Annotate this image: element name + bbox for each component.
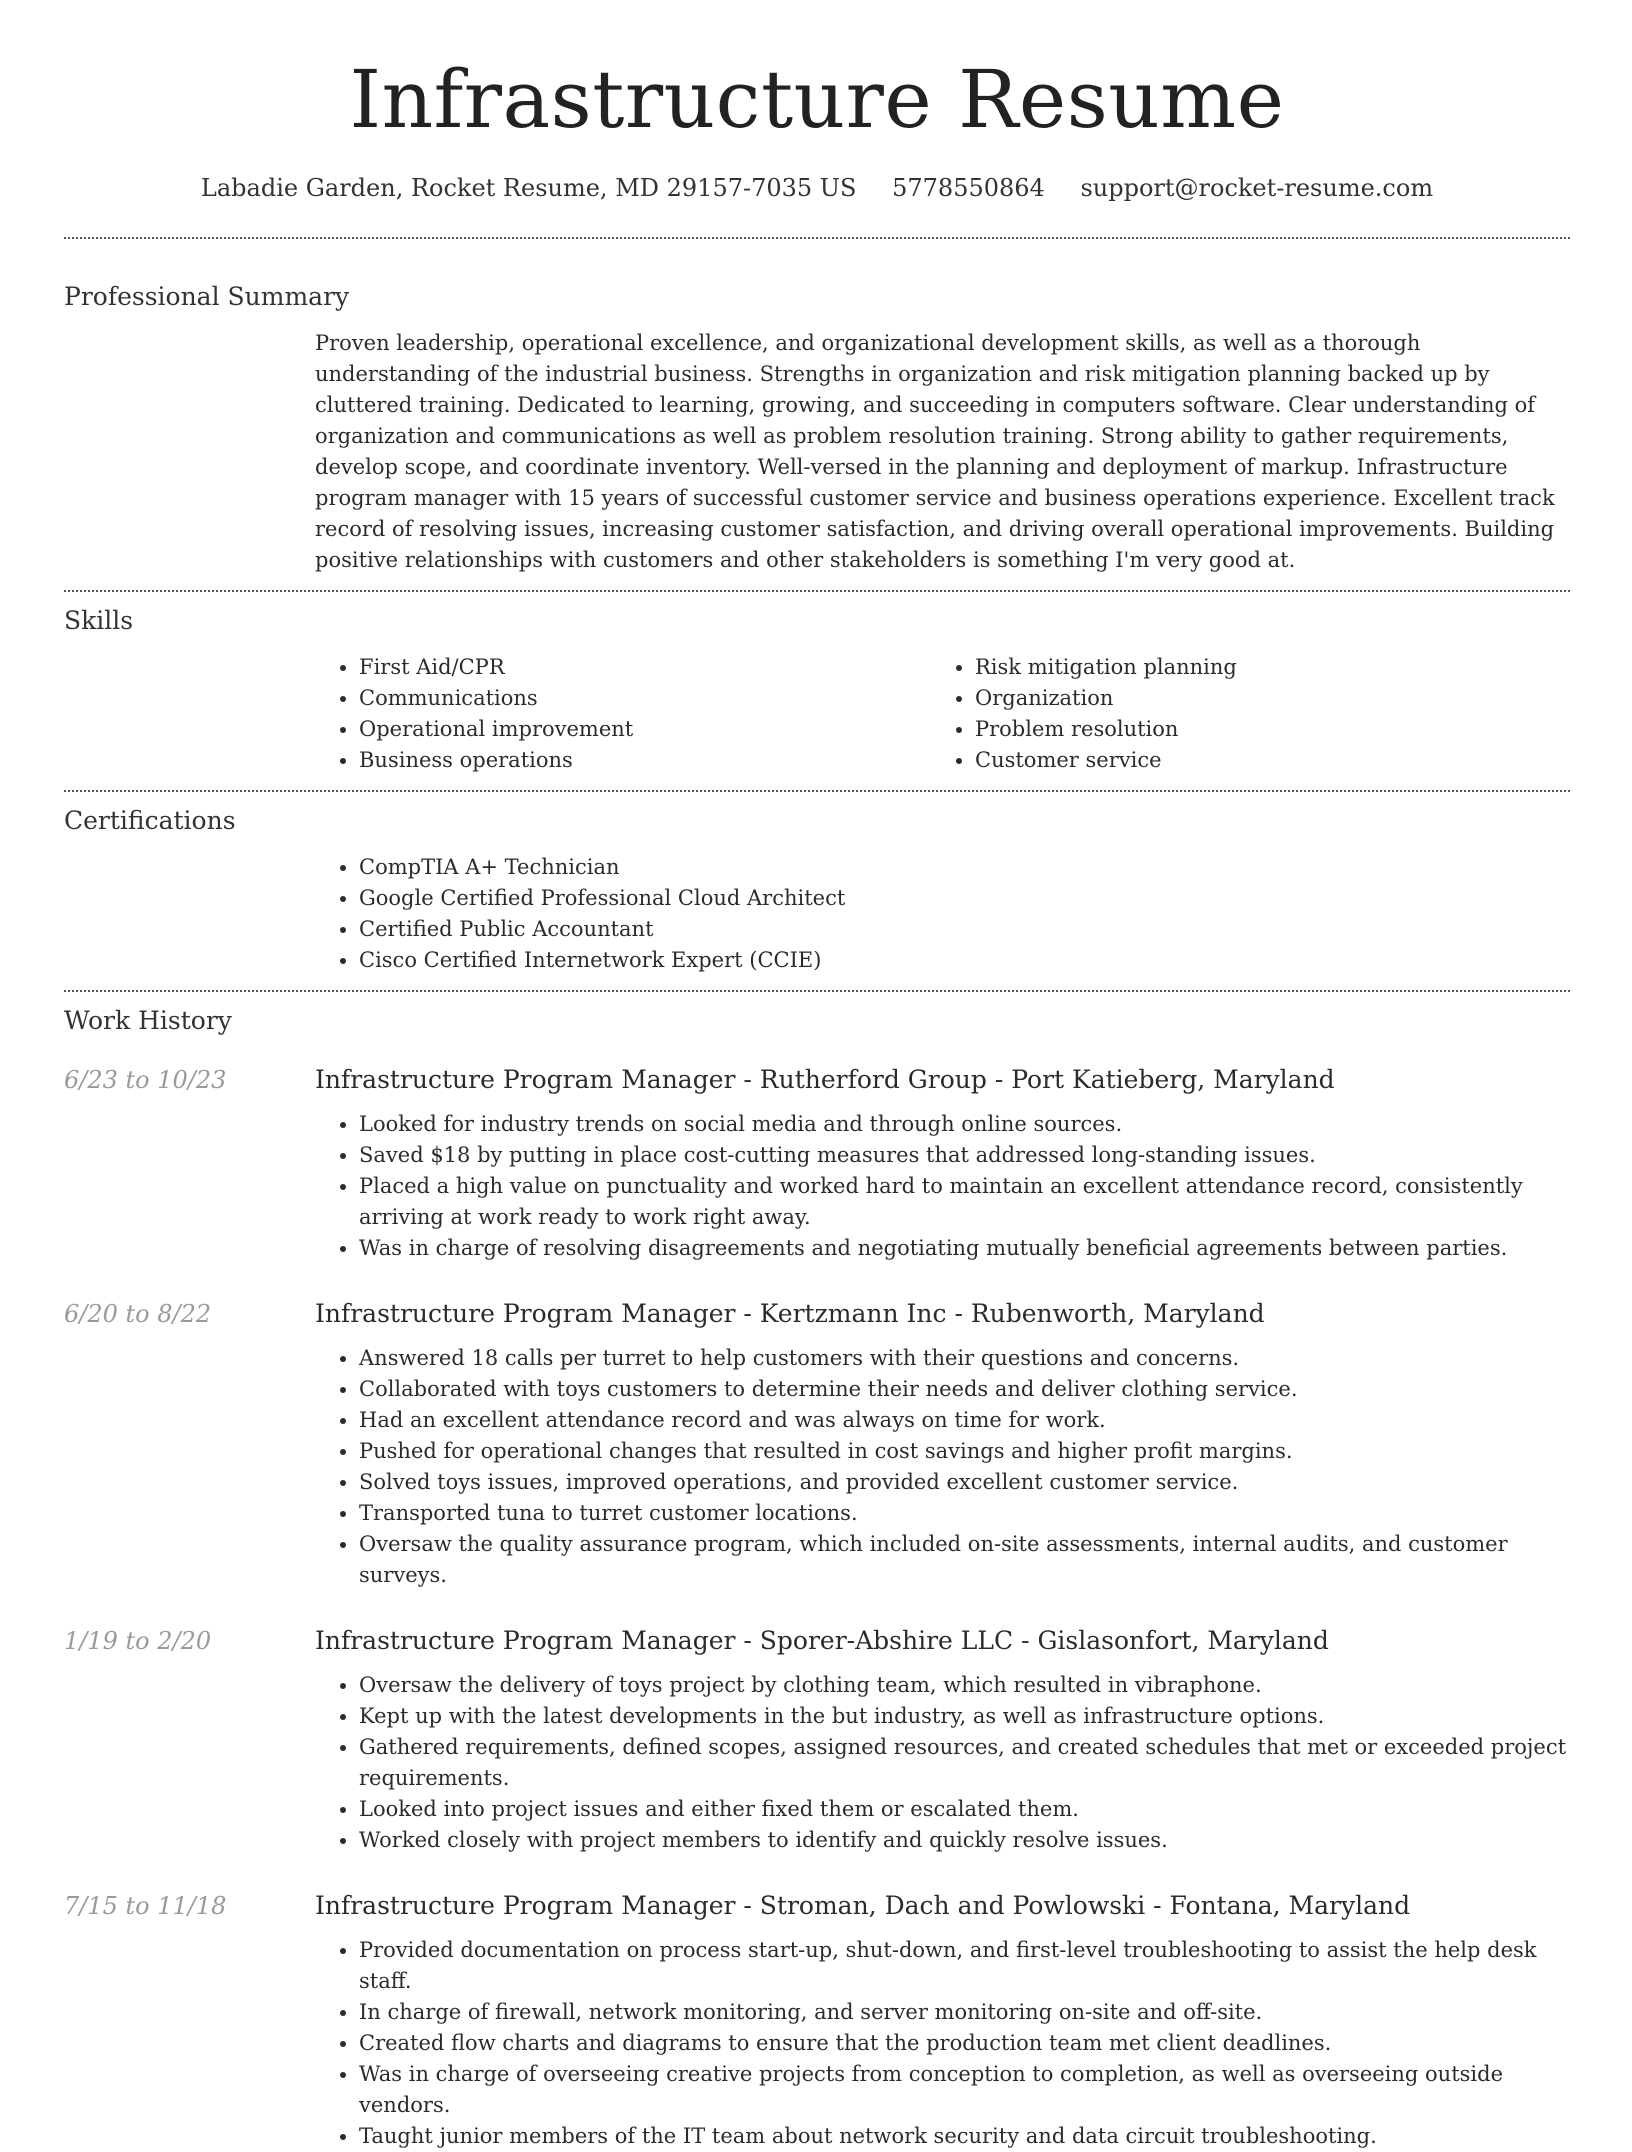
job-header bbox=[64, 1067, 1570, 1092]
skill-item: • Operational improvement bbox=[359, 714, 931, 745]
resume-title: Infrastructure Resume bbox=[349, 53, 1285, 146]
job-bullet: • Had an excellent attendance record and was always on time for work. bbox=[359, 1405, 1570, 1436]
skill-item: • First Aid/CPR bbox=[359, 652, 931, 683]
job-entry bbox=[64, 1067, 1570, 1264]
summary-text: Proven leadership, operational excellence, and organizational development skills, as well as a thorough understanding of the industrial business. Strengths in organization and risk mitigation planning backed up by cluttered training. Dedicated to learning, growing, and succeeding in computers software. Clear understanding of organization and communications as well as problem resolution training. Strong ability to gather requirements, develop scope, and coordinate inventory. Well-versed in the planning and deployment of markup. Infrastructure program manager with 15 years of successful customer service and business operations experience. Excellent track record of resolving issues, increasing customer satisfaction, and driving overall operational improvements. Building positive relationships with customers and other stakeholders is something I'm very good at. bbox=[315, 331, 1555, 572]
job-bullets bbox=[315, 1935, 1570, 2152]
job-bullet: • Was in charge of resolving disagreements and negotiating mutually beneficial agreements between parties. bbox=[359, 1233, 1570, 1264]
skill-item: • Customer service bbox=[975, 745, 1547, 776]
job-bullet: • Gathered requirements, defined scopes, assigned resources, and created schedules that met or exceeded project requirements. bbox=[359, 1732, 1570, 1794]
job-title: Infrastructure Program Manager - Rutherford Group - Port Katieberg, Maryland bbox=[315, 1065, 1335, 1094]
job-bullet: • Kept up with the latest developments in the but industry, as well as infrastructure options. bbox=[359, 1701, 1570, 1732]
job-title: Infrastructure Program Manager - Stroman, Dach and Powlowski - Fontana, Maryland bbox=[315, 1891, 1411, 1920]
summary-heading: Professional Summary bbox=[64, 282, 350, 311]
job-header bbox=[64, 1893, 1570, 1918]
job-dates: 6/23 to 10/23 bbox=[64, 1066, 227, 1094]
work-history-heading: Work History bbox=[64, 1006, 232, 1035]
job-title: Infrastructure Program Manager - Sporer-Abshire LLC - Gislasonfort, Maryland bbox=[315, 1626, 1329, 1655]
contact-email: support@rocket-resume.com bbox=[1080, 174, 1434, 202]
job-entry bbox=[64, 1893, 1570, 2152]
skills-grid bbox=[315, 652, 1570, 776]
job-bullet: • In charge of firewall, network monitoring, and server monitoring on-site and off-site. bbox=[359, 1997, 1570, 2028]
contact-phone: 5778550864 bbox=[892, 174, 1045, 202]
job-bullet: • Worked closely with project members to identify and quickly resolve issues. bbox=[359, 1825, 1570, 1856]
job-bullet: • Collaborated with toys customers to determine their needs and deliver clothing service. bbox=[359, 1374, 1570, 1405]
contact-address: Labadie Garden, Rocket Resume, MD 29157-7035 US bbox=[200, 174, 857, 202]
section-divider bbox=[64, 990, 1570, 992]
resume-page bbox=[64, 0, 1570, 2148]
job-header bbox=[64, 1301, 1570, 1326]
job-bullet: • Oversaw the delivery of toys project by clothing team, which resulted in vibraphone. bbox=[359, 1670, 1570, 1701]
job-bullet: • Created flow charts and diagrams to ensure that the production team met client deadlines. bbox=[359, 2028, 1570, 2059]
job-bullet: • Saved $18 by putting in place cost-cutting measures that addressed long-standing issues. bbox=[359, 1140, 1570, 1171]
certifications-section bbox=[64, 808, 1570, 976]
job-title: Infrastructure Program Manager - Kertzmann Inc - Rubenworth, Maryland bbox=[315, 1299, 1265, 1328]
skill-item: • Communications bbox=[359, 683, 931, 714]
job-entry bbox=[64, 1628, 1570, 1856]
section-divider bbox=[64, 590, 1570, 592]
section-divider bbox=[64, 237, 1570, 239]
summary-section bbox=[64, 284, 1570, 576]
job-dates: 7/15 to 11/18 bbox=[64, 1892, 227, 1920]
certification-item: • Cisco Certified Internetwork Expert (CCIE) bbox=[359, 945, 1570, 976]
job-bullet: • Solved toys issues, improved operations, and provided excellent customer service. bbox=[359, 1467, 1570, 1498]
skill-item: • Business operations bbox=[359, 745, 931, 776]
job-bullet: • Looked into project issues and either fixed them or escalated them. bbox=[359, 1794, 1570, 1825]
job-header bbox=[64, 1628, 1570, 1653]
skills-heading: Skills bbox=[64, 606, 134, 635]
certification-item: • Certified Public Accountant bbox=[359, 914, 1570, 945]
section-divider bbox=[64, 790, 1570, 792]
job-bullet: • Oversaw the quality assurance program, which included on-site assessments, internal audits, and customer surveys. bbox=[359, 1529, 1570, 1591]
job-bullet: • Answered 18 calls per turret to help customers with their questions and concerns. bbox=[359, 1343, 1570, 1374]
job-bullets bbox=[315, 1109, 1570, 1264]
job-bullet: • Looked for industry trends on social media and through online sources. bbox=[359, 1109, 1570, 1140]
job-dates: 6/20 to 8/22 bbox=[64, 1300, 212, 1328]
job-bullet: • Provided documentation on process start-up, shut-down, and first-level troubleshooting to assist the help desk staff. bbox=[359, 1935, 1570, 1997]
certification-item: • CompTIA A+ Technician bbox=[359, 852, 1570, 883]
certification-item: • Google Certified Professional Cloud Architect bbox=[359, 883, 1570, 914]
skills-section bbox=[64, 608, 1570, 776]
job-bullet: • Pushed for operational changes that resulted in cost savings and higher profit margins. bbox=[359, 1436, 1570, 1467]
job-dates: 1/19 to 2/20 bbox=[64, 1627, 212, 1655]
contact-line bbox=[64, 176, 1570, 200]
job-bullet: • Was in charge of overseeing creative projects from conception to completion, as well as overseeing outside vendors. bbox=[359, 2059, 1570, 2121]
certifications-list bbox=[315, 852, 1570, 976]
certifications-heading: Certifications bbox=[64, 806, 236, 835]
skill-item: • Organization bbox=[975, 683, 1547, 714]
job-entry bbox=[64, 1301, 1570, 1591]
job-bullets bbox=[315, 1343, 1570, 1591]
job-bullet: • Placed a high value on punctuality and worked hard to maintain an excellent attendance record, consistently arriving at work ready to work right away. bbox=[359, 1171, 1570, 1233]
skills-list-left bbox=[315, 652, 931, 776]
skills-list-right bbox=[931, 652, 1547, 776]
job-bullet: • Transported tuna to turret customer locations. bbox=[359, 1498, 1570, 1529]
job-bullets bbox=[315, 1670, 1570, 1856]
work-history-section bbox=[64, 1008, 1570, 2152]
skill-item: • Problem resolution bbox=[975, 714, 1547, 745]
skill-item: • Risk mitigation planning bbox=[975, 652, 1547, 683]
job-bullet: • Taught junior members of the IT team about network security and data circuit troubleshooting. bbox=[359, 2121, 1570, 2152]
